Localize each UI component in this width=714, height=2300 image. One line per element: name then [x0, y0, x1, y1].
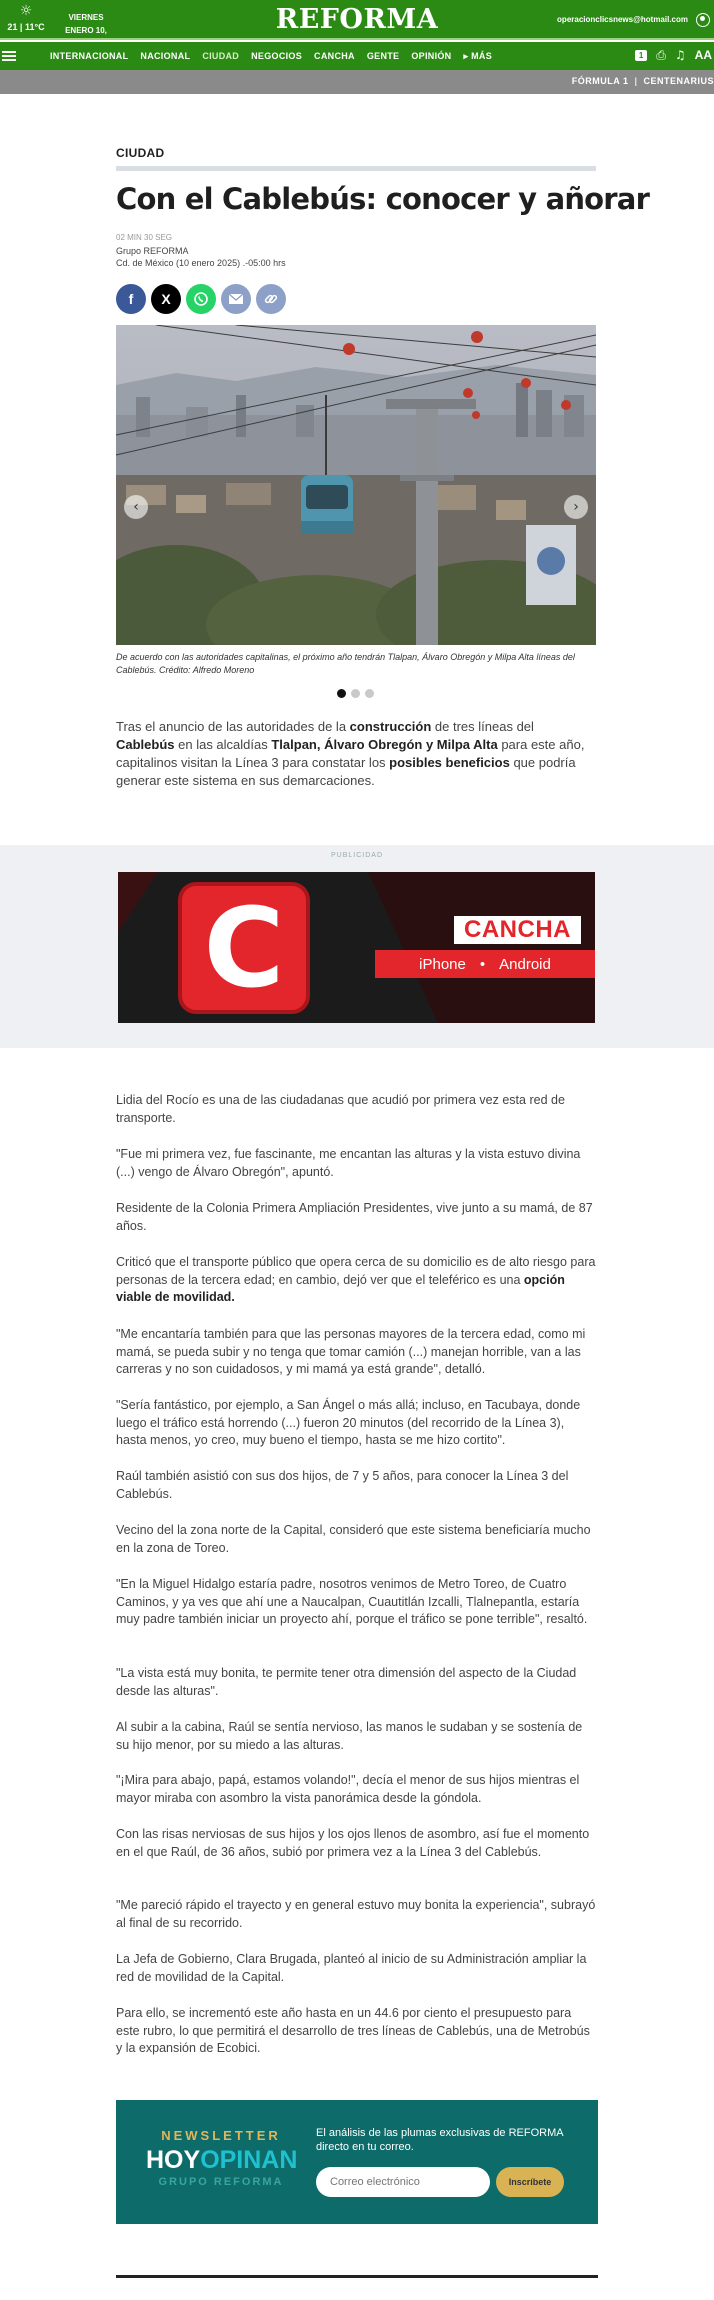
user-icon[interactable]: [696, 13, 710, 27]
article-paragraph: [116, 1254, 596, 1307]
article-paragraph: "Fue mi primera vez, fue fascinante, me encantan las alturas y la vista estuvo divina (...) vengo de Álvaro Obregón", apuntó.: [116, 1147, 581, 1179]
section-label[interactable]: CIUDAD: [116, 146, 165, 160]
newsletter-publisher: GRUPO REFORMA: [158, 2176, 284, 2188]
ad-store-android: Android: [499, 955, 551, 973]
nav-item-mas[interactable]: ▸ MÁS: [463, 50, 493, 61]
ad-stores: [375, 950, 595, 978]
top-bar: [0, 0, 714, 40]
photo-caption: De acuerdo con las autoridades capitalinas, el próximo año tendrán Tlalpan, Álvaro Obregón y Milpa Alta líneas del Cablebús. Crédito: Alfredo Moreno: [116, 652, 575, 675]
ad-store-iphone: iPhone: [419, 955, 466, 973]
digital-edition-icon[interactable]: 1: [635, 50, 647, 61]
facebook-icon[interactable]: f: [116, 284, 146, 314]
article-paragraph: Vecino del la zona norte de la Capital, consideró que este sistema beneficiaría mucho en la zona de Toreo.: [116, 1523, 591, 1555]
ad-logo-letter: C: [203, 884, 285, 1012]
article-paragraph: "En la Miguel Hidalgo estaría padre, nosotros venimos de Metro Toreo, de Cuatro Caminos, y ya ves que ahí une a Naucalpan, Cuautitlán Izcalli, Tlalnepantla, estaría muy padre también iniciar un proyecto ahí, porque el tráfico se pone terrible", resaltó.: [116, 1577, 588, 1626]
article-paragraph: Con las risas nerviosas de sus hijos y los ojos llenos de asombro, así fue el momento en el que Raúl, de 36 años, subió por primera vez a la Línea 3 del Cablebús.: [116, 1827, 590, 1859]
link-icon[interactable]: [256, 284, 286, 314]
article-title: Con el Cablebús: conocer y añorar: [116, 182, 650, 216]
article-paragraph: Al subir a la cabina, Raúl se sentía nervioso, las manos le sudaban y se sostenía de su hijo menor, por su miedo a las alturas.: [116, 1720, 583, 1752]
article-meta: [116, 232, 286, 269]
article-paragraph: "Sería fantástico, por ejemplo, a San Ángel o más allá; incluso, en Tacubaya, donde luego el tráfico está horrendo (...) fueron 20 minutos (del recorrido de la Línea 3), hasta menos, yo creo, muy bueno el tiempo, hasta se me hizo cortito".: [116, 1398, 581, 1447]
section-divider: [116, 166, 596, 171]
lead-text: que podría generar este sistema en sus demarcaciones.: [116, 755, 576, 788]
temperature: 21 | 11°C: [7, 22, 45, 32]
subnav-item-formula1[interactable]: FÓRMULA 1: [571, 76, 629, 86]
gallery-dot-1[interactable]: [337, 689, 346, 698]
full-date: ENERO 10,: [65, 26, 107, 35]
dateline: Cd. de México (10 enero 2025) .-05:00 hrs: [116, 258, 286, 268]
nav-item-ciudad[interactable]: CIUDAD: [202, 51, 240, 61]
ad-brand: CANCHA: [454, 916, 581, 944]
hamburger-menu-icon[interactable]: [2, 51, 16, 61]
cancha-logo-icon: [178, 882, 310, 1014]
nav-item-gente[interactable]: GENTE: [366, 51, 400, 61]
nav-item-negocios[interactable]: NEGOCIOS: [251, 51, 303, 61]
paragraph-bold: opción viable de movilidad.: [116, 1272, 565, 1304]
article-paragraph: Lidia del Rocío es una de las ciudadanas que acudió por primera vez esta red de transporte.: [116, 1093, 565, 1125]
main-nav: [0, 42, 714, 70]
headphones-icon[interactable]: ♫: [674, 48, 686, 62]
lead-text: Tras el anuncio de las autoridades de la: [116, 719, 350, 734]
author: Grupo REFORMA: [116, 246, 189, 256]
subnav-links: [572, 76, 714, 86]
sub-nav: [0, 70, 714, 94]
logo-hoy: HOY: [146, 2146, 201, 2174]
print-icon[interactable]: ⎙: [656, 48, 666, 62]
article-paragraph: Para ello, se incrementó este año hasta en un 44.6 por ciento el presupuesto para este rubro, lo que permitirá el desarrollo de tres líneas de Cablebús, una de Metrobús y la expansión de Ecobici.: [116, 2006, 590, 2055]
article-lead: [116, 718, 596, 790]
cancha-app-ad[interactable]: [118, 872, 595, 1023]
x-icon[interactable]: X: [151, 284, 181, 314]
nav-links: [50, 42, 492, 70]
article-paragraph: "¡Mira para abajo, papá, estamos volando!", decía el menor de sus hijos mientras el mayor miraba con asombro la vista panorámica desde la góndola.: [116, 1773, 580, 1805]
article-paragraph: Residente de la Colonia Primera Ampliación Presidentes, vive junto a su mamá, de 87 años.: [116, 1201, 593, 1233]
newsletter-description: El análisis de las plumas exclusivas de REFORMA directo en tu correo.: [316, 2127, 563, 2153]
email-icon[interactable]: [221, 284, 251, 314]
font-size-icon[interactable]: AA: [694, 48, 712, 62]
weather-widget[interactable]: [6, 4, 46, 36]
article-paragraph: "La vista está muy bonita, te permite tener otra dimensión del aspecto de la Ciudad desde las alturas".: [116, 1666, 577, 1698]
footer-divider: [116, 2275, 598, 2278]
cablebus-photo: [116, 325, 596, 645]
lead-bold: Tlalpan, Álvaro Obregón y Milpa Alta: [271, 737, 498, 752]
nav-item-nacional[interactable]: NACIONAL: [140, 51, 191, 61]
share-buttons: [116, 284, 286, 314]
user-email[interactable]: operacionclicsnews@hotmail.com: [557, 15, 688, 24]
article-paragraph: "Me pareció rápido el trayecto y en general estuvo muy bonita la experiencia", subrayó al final de su recorrido.: [116, 1898, 596, 1930]
article-paragraph: Raúl también asistió con sus dos hijos, de 7 y 5 años, para conocer la Línea 3 del Cablebús.: [116, 1469, 569, 1501]
logo-opinan: OPINAN: [200, 2146, 298, 2174]
lead-text: para este año, capitalinos visitan la Línea 3 para constatar los: [116, 737, 585, 770]
lead-text: de tres líneas del: [431, 719, 534, 734]
sun-icon: ☼: [19, 3, 33, 19]
lead-bold: posibles beneficios: [389, 755, 510, 770]
whatsapp-icon[interactable]: [186, 284, 216, 314]
hoy-opinan-logo: [146, 2146, 296, 2175]
lead-bold: construcción: [349, 719, 432, 734]
subnav-separator: |: [634, 76, 638, 86]
article-photo[interactable]: [116, 325, 596, 645]
ad-section: [0, 845, 714, 1048]
gallery-dots: [337, 689, 374, 698]
gallery-dot-2[interactable]: [351, 689, 360, 698]
lead-text: en las alcaldías: [174, 737, 272, 752]
gallery-prev-button[interactable]: ‹: [124, 495, 148, 519]
article-paragraph: La Jefa de Gobierno, Clara Brugada, planteó al inicio de su Administración ampliar la red de movilidad de la Capital.: [116, 1952, 587, 1984]
nav-item-internacional[interactable]: INTERNACIONAL: [50, 51, 129, 61]
subnav-item-centenarius[interactable]: CENTENARIUS: [643, 76, 714, 86]
newsletter-box: [116, 2100, 598, 2224]
lead-bold: Cablebús: [116, 737, 175, 752]
nav-tools: [635, 47, 712, 63]
ad-label: PUBLICIDAD: [330, 852, 383, 859]
site-logo[interactable]: REFORMA: [275, 4, 439, 35]
newsletter-title: NEWSLETTER: [161, 2128, 281, 2143]
article-paragraph: "Me encantaría también para que las personas mayores de la tercera edad, como mi mamá, se pueda subir y no tenga que tomar camión (...) manejan horrible, van a las carreras y no son cuidadosos, y mi mamá ya está grande", detalló.: [116, 1327, 586, 1376]
newsletter-subscribe-button[interactable]: Inscríbete: [496, 2167, 564, 2197]
read-time: 02 MIN 30 SEG: [116, 233, 173, 242]
day-name: VIERNES: [68, 13, 104, 22]
gallery-next-button[interactable]: ›: [564, 495, 588, 519]
nav-item-opinion[interactable]: OPINIÓN: [411, 51, 452, 61]
nav-item-cancha[interactable]: CANCHA: [314, 51, 355, 61]
newsletter-email-input[interactable]: [316, 2167, 490, 2197]
ad-store-separator: •: [479, 955, 486, 973]
gallery-dot-3[interactable]: [365, 689, 374, 698]
paragraph-text: Criticó que el transporte público que opera cerca de su domicilio es de alto riesgo para personas de la tercera edad; en cambio, dejó ver que el teleférico es una: [116, 1255, 596, 1287]
